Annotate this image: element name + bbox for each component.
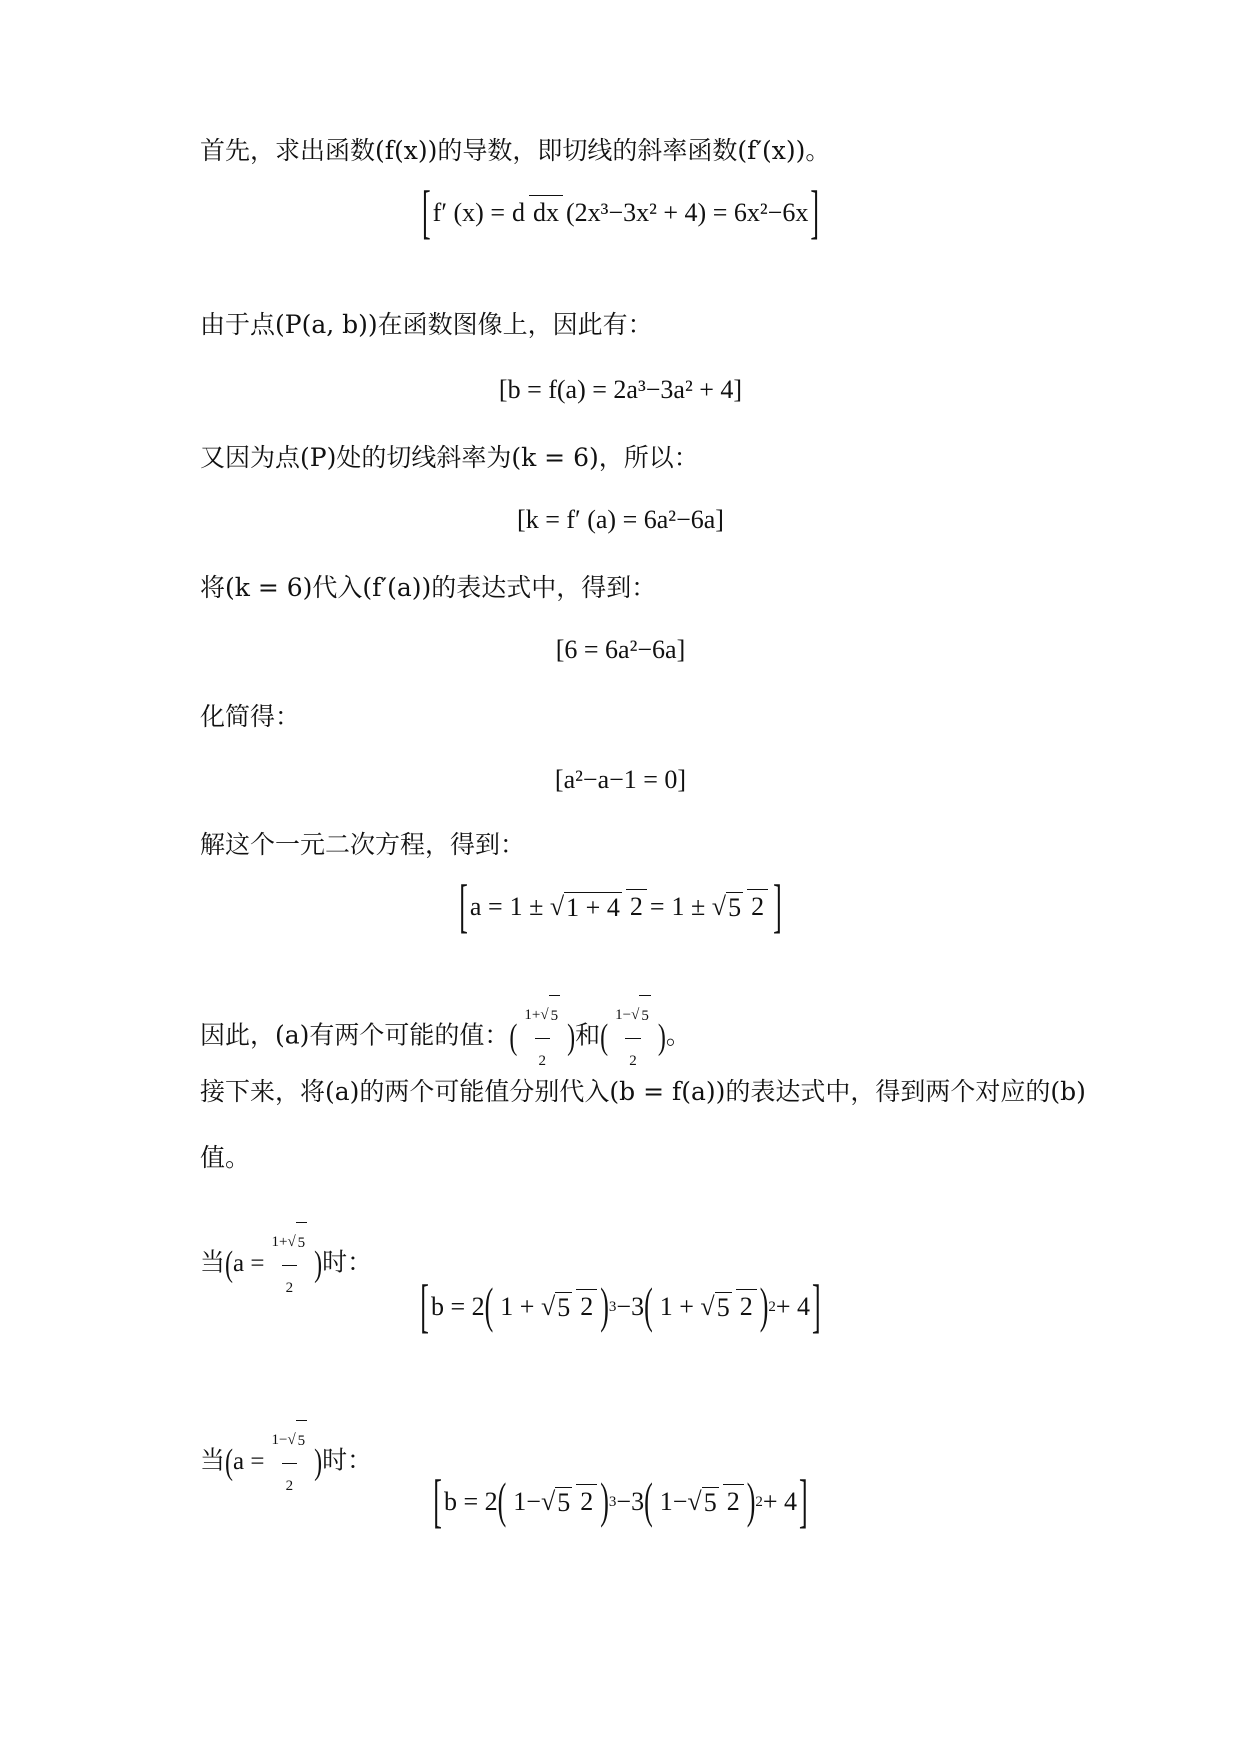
radicand: 5 [296, 1420, 308, 1461]
open-paren: ( [497, 1473, 507, 1529]
close-bracket: ] [810, 178, 820, 246]
text-prefix: 当 [200, 1247, 226, 1277]
dx-denominator: dx [529, 195, 563, 227]
denominator: 2 [535, 1038, 551, 1081]
num-prefix: 1− [659, 1486, 688, 1516]
b-equals-2: b = 2 [430, 1292, 485, 1322]
sqrt-sign: √ 5 [700, 1291, 730, 1322]
denominator: 2 [626, 889, 647, 921]
sqrt-sign: √ 5 [540, 1486, 571, 1517]
text-suffix: 时： [322, 1247, 373, 1277]
equals-sign: = [649, 892, 665, 922]
text-prefix: 当 [200, 1445, 226, 1475]
sqrt-sign: √ 5 [631, 995, 651, 1036]
num-prefix: 1− [271, 1432, 288, 1448]
inline-case-minus: (a = 1−√ 5 2 ) [225, 1448, 322, 1475]
inline-case-plus: (a = 1+√ 5 2 ) [225, 1250, 322, 1277]
fraction-minus [656, 1487, 744, 1518]
denominator: 2 [747, 889, 768, 921]
sqrt-sign: √ 5 [687, 1486, 717, 1517]
equation-b-minus: [b = 2( 1−√ 5 2 )3−3( 1−√ 5 2 )2+ 4] [0, 1485, 1241, 1518]
equation-b-plus: [b = 2( 1 + √ 5 2 )3−3( 1 + √ 5 2 )2+ 4] [0, 1290, 1241, 1323]
sqrt-sign: √ 5 [540, 995, 560, 1036]
radicand: 5 [703, 1487, 717, 1517]
denominator: 2 [576, 1484, 597, 1516]
open-paren: ( [644, 1473, 653, 1529]
inline-fraction-minus: ( 1−√ 5 2 ) [600, 1023, 666, 1050]
close-paren: ) [600, 1473, 609, 1529]
text-suffix: 时： [322, 1445, 373, 1475]
equation-roots [0, 872, 1241, 940]
equation-quadratic: [a²−a−1 = 0] [554, 765, 687, 794]
equation-k-value: [k = f′ (a) = 6a²−6a] [517, 505, 724, 534]
d-dx-fraction [508, 198, 563, 228]
num-prefix: 1− [615, 1007, 632, 1023]
num-prefix: 1+ [524, 1007, 541, 1023]
open-bracket: [ [420, 1272, 429, 1340]
radicand: 5 [639, 995, 651, 1036]
radicand: 1 + 4 [566, 892, 620, 922]
denominator: 2 [736, 1289, 757, 1321]
radicand: 5 [296, 1222, 308, 1263]
open-bracket: [ [433, 1467, 442, 1535]
denominator: 2 [282, 1265, 298, 1308]
radicand: 5 [728, 892, 742, 922]
radicand: 5 [557, 1292, 571, 1322]
paragraph-slope: 又因为点(P)处的切线斜率为(k = 6)，所以： [200, 443, 699, 472]
radicand: 5 [716, 1292, 730, 1322]
sqrt-sign: √ 5 [287, 1420, 307, 1461]
b-equals-2: b = 2 [443, 1487, 498, 1517]
equation-derivative [0, 178, 1241, 246]
num-prefix: 1 + [659, 1291, 701, 1321]
num-prefix: 1+ [271, 1234, 288, 1250]
a-equals: a = [233, 1447, 265, 1475]
root-fraction-1 [506, 892, 647, 923]
close-bracket: ] [812, 1272, 821, 1340]
eq1-lhs: f′ (x) = [432, 198, 505, 228]
num-prefix: 1 ± [671, 891, 712, 921]
num-prefix: 1 ± [509, 891, 550, 921]
close-paren: ) [600, 1278, 609, 1334]
close-paren: ) [746, 1473, 756, 1529]
paragraph-solve: 解这个一元二次方程，得到： [200, 830, 526, 859]
eq1-rhs: (2x³−3x² + 4) = 6x²−6x [565, 198, 809, 228]
inline-fraction-plus: ( 1+√ 5 2 ) [509, 1023, 575, 1050]
radicand: 5 [549, 995, 561, 1036]
equation-six: [6 = 6a²−6a] [555, 635, 686, 664]
open-bracket: [ [421, 178, 431, 246]
denominator: 2 [625, 1038, 641, 1081]
a-equals: a = [233, 1249, 265, 1277]
sqrt-sign: √ 5 [540, 1291, 571, 1322]
plus-4: + 4 [775, 1292, 811, 1322]
close-bracket: ] [773, 872, 782, 940]
minus-3: −3 [616, 1292, 645, 1322]
paragraph-substitute-k: 将(k = 6)代入(f′(a))的表达式中，得到： [200, 573, 657, 602]
close-bracket: ] [799, 1467, 808, 1535]
open-bracket: [ [459, 872, 468, 940]
open-paren: ( [644, 1278, 653, 1334]
eq6-lhs: a = [469, 892, 503, 922]
equation-b-value: [b = f(a) = 2a³−3a² + 4] [498, 375, 743, 404]
denominator: 2 [282, 1463, 298, 1506]
text-suffix: 。 [665, 1020, 691, 1050]
denominator: 2 [576, 1289, 597, 1321]
sqrt-sign: √ 5 [711, 891, 742, 922]
fraction-minus [509, 1487, 597, 1518]
paragraph-substitute-a: 接下来，将(a)的两个可能值分别代入(b = f(a))的表达式中，得到两个对应的(b)值。 [200, 1077, 1086, 1172]
sqrt-sign: √ 1 + 4 [549, 891, 620, 922]
denominator: 2 [723, 1484, 744, 1516]
num-prefix: 1− [513, 1486, 541, 1516]
radicand: 5 [557, 1487, 571, 1517]
num-prefix: 1 + [500, 1291, 541, 1321]
d-numerator: d [511, 198, 525, 228]
paragraph-simplify: 化简得： [200, 702, 301, 731]
paragraph-derivative-intro: 首先，求出函数(f(x))的导数，即切线的斜率函数(f′(x))。 [200, 136, 831, 165]
open-paren: ( [484, 1278, 494, 1334]
minus-3: −3 [616, 1487, 645, 1517]
fraction-plus [496, 1292, 597, 1323]
text-prefix: 因此，(a)有两个可能的值： [200, 1020, 510, 1050]
close-paren: ) [759, 1278, 769, 1334]
root-fraction-2 [668, 892, 769, 923]
text-and: 和 [575, 1020, 601, 1050]
fraction-plus [656, 1292, 757, 1323]
paragraph-point-on-curve: 由于点(P(a, b))在函数图像上，因此有： [200, 310, 653, 339]
plus-4: + 4 [762, 1487, 798, 1517]
sqrt-sign: √ 5 [287, 1222, 307, 1263]
